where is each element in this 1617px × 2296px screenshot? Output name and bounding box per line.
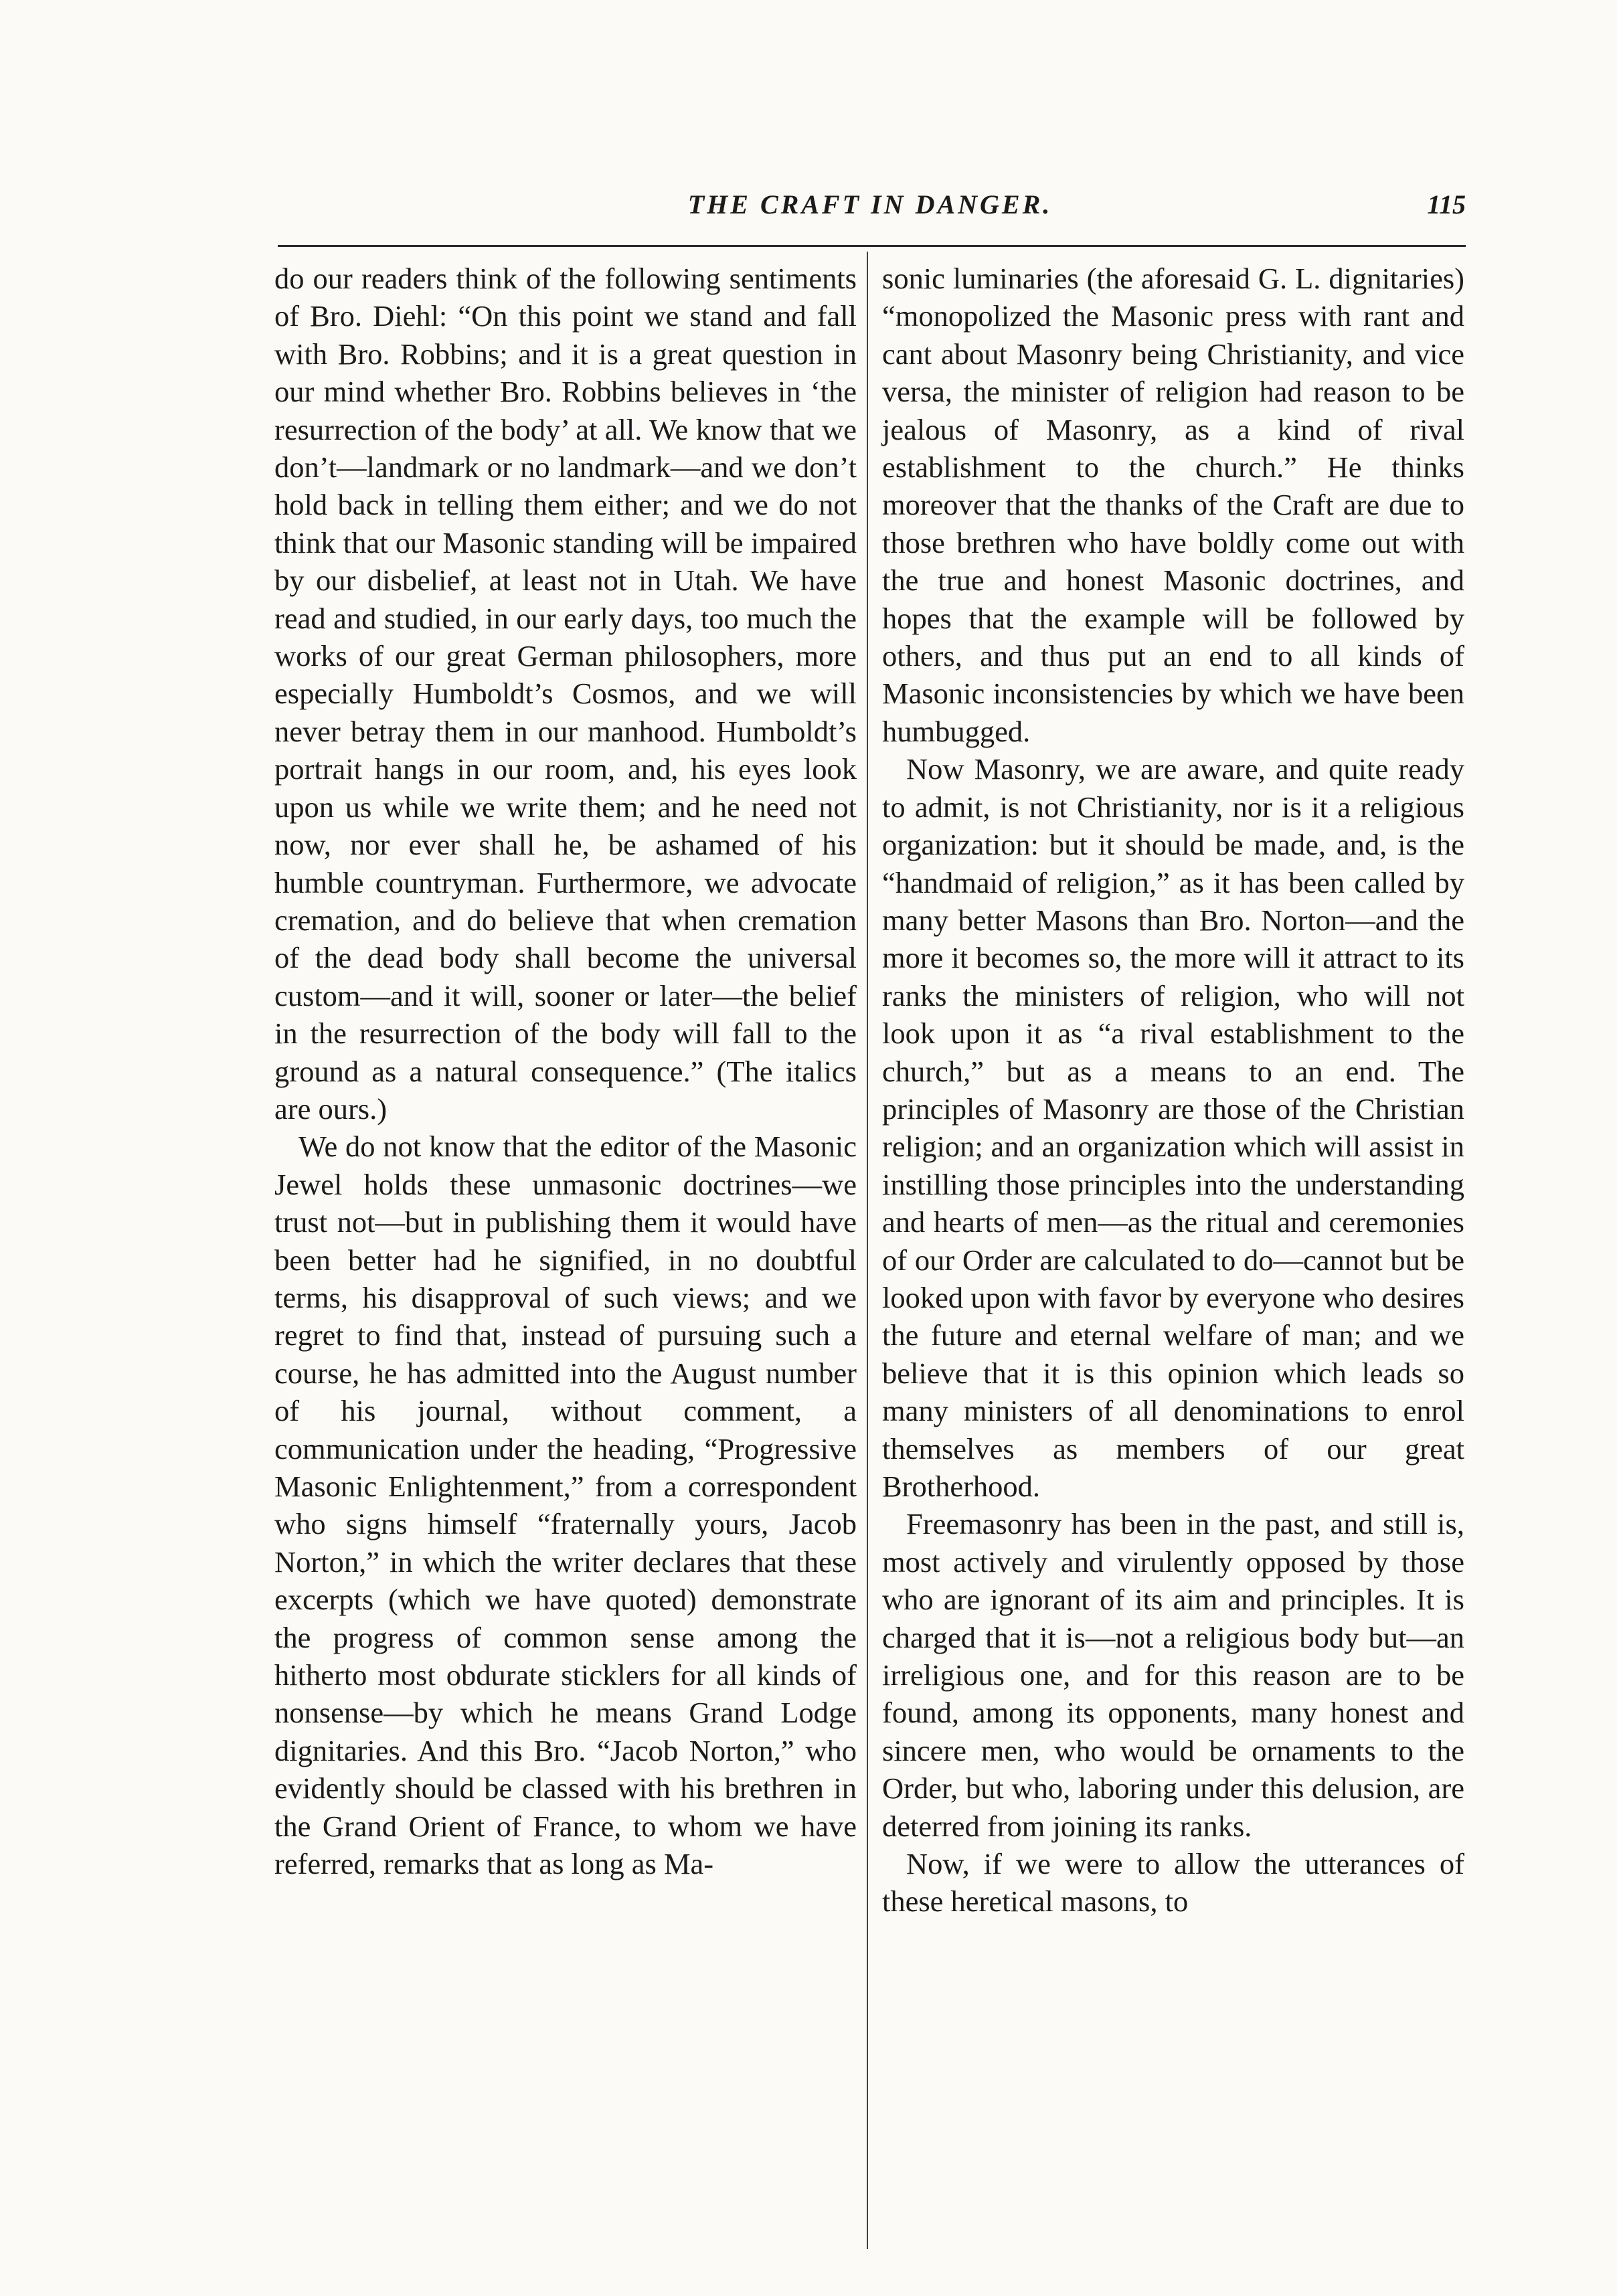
left-paragraph-2: We do not know that the editor of the Masonic Jewel holds these unmasonic doctrines—we trust not—but in publishing them it would have been better had he signified, in no doubtful terms, his disapproval of such views; and we regret to find that, instead of pursuing such a course, he has admitted into the August number of his journal, without comment, a communication under the heading, “Progressive Masonic Enlightenment,” from a correspondent who signs himself “fraternally yours, Jacob Norton,” in which the writer declares that these excerpts (which we have quoted) demonstrate the progress of common sense among the hitherto most obdurate sticklers for all kinds of nonsense—by which he means Grand Lodge dignitaries. And this Bro. “Jacob Norton,” who evidently should be classed with his brethren in the Grand Orient of France, to whom we have referred, remarks that as long as Ma- [274,1130,857,1881]
column-divider [867,252,868,2249]
header-rule [278,245,1466,247]
right-paragraph-4: Now, if we were to allow the utterances of these heretical masons, to [882,1847,1464,1919]
right-paragraph-2: Now Masonry, we are aware, and quite ready to admit, is not Christianity, nor is it a religious organization: but it should be made, and, is the “handmaid of religion,” as it has been called by many better Masons than Bro. Norton—and the more it becomes so, the more will it attract to its ranks the ministers of religion, who will not look upon it as “a rival establishment to the church,” but as a means to an end. The principles of Masonry are those of the Christian religion; and an organization which will assist in instilling those principles into the understanding and hearts of men—as the ritual and ceremonies of our Order are calculated to do—cannot but be looked upon with favor by everyone who desires the future and eternal welfare of man; and we believe that it is this opinion which leads so many ministers of all denominations to enrol themselves as members of our great Brotherhood. [882,752,1464,1503]
right-paragraph-3: Freemasonry has been in the past, and still is, most actively and virulently opposed by those who are ignorant of its aim and principles. It is charged that it is—not a religious body but—an irreligious one, and for this reason are to be found, among its opponents, many honest and sincere men, who would be ornaments to the Order, but who, laboring under this delusion, are deterred from joining its ranks. [882,1507,1464,1843]
right-paragraph-1: sonic luminaries (the aforesaid G. L. dignitaries) “monopolized the Masonic press with rant and cant about Masonry being Christianity, and vice versa, the minister of religion had reason to be jealous of Masonry, as a kind of rival establishment to the church.” He thinks moreover that the thanks of the Craft are due to those brethren who have boldly come out with the true and honest Masonic doctrines, and hopes that the example will be followed by others, and thus put an end to all kinds of Masonic inconsistencies by which we have been humbugged. [882,262,1464,748]
left-paragraph-1: do our readers think of the following sentiments of Bro. Diehl: “On this point we stand and fall with Bro. Robbins; and it is a great question in our mind whether Bro. Robbins believes in ‘the resurrection of the body’ at all. We know that we don’t—landmark or no landmark—and we don’t hold back in telling them either; and we do not think that our Masonic standing will be impaired by our disbelief, at least not in Utah. We have read and studied, in our early days, too much the works of our great German philosophers, more especially Humboldt’s Cosmos, and we will never betray them in our manhood. Humboldt’s portrait hangs in our room, and, his eyes look upon us while we write them; and he need not now, nor ever shall he, be ashamed of his humble countryman. Furthermore, we advocate cremation, and do believe that when cremation of the dead body shall become the universal custom—and it will, sooner or later—the belief in the resurrection of the body will fall to the ground as a natural consequence.” (The italics are ours.) [274,262,857,1126]
running-header [274,189,1466,229]
page-number: 115 [1427,189,1466,219]
right-column [882,260,1464,1921]
running-head-title: THE CRAFT IN DANGER. [687,189,1053,219]
left-column [274,260,857,1882]
